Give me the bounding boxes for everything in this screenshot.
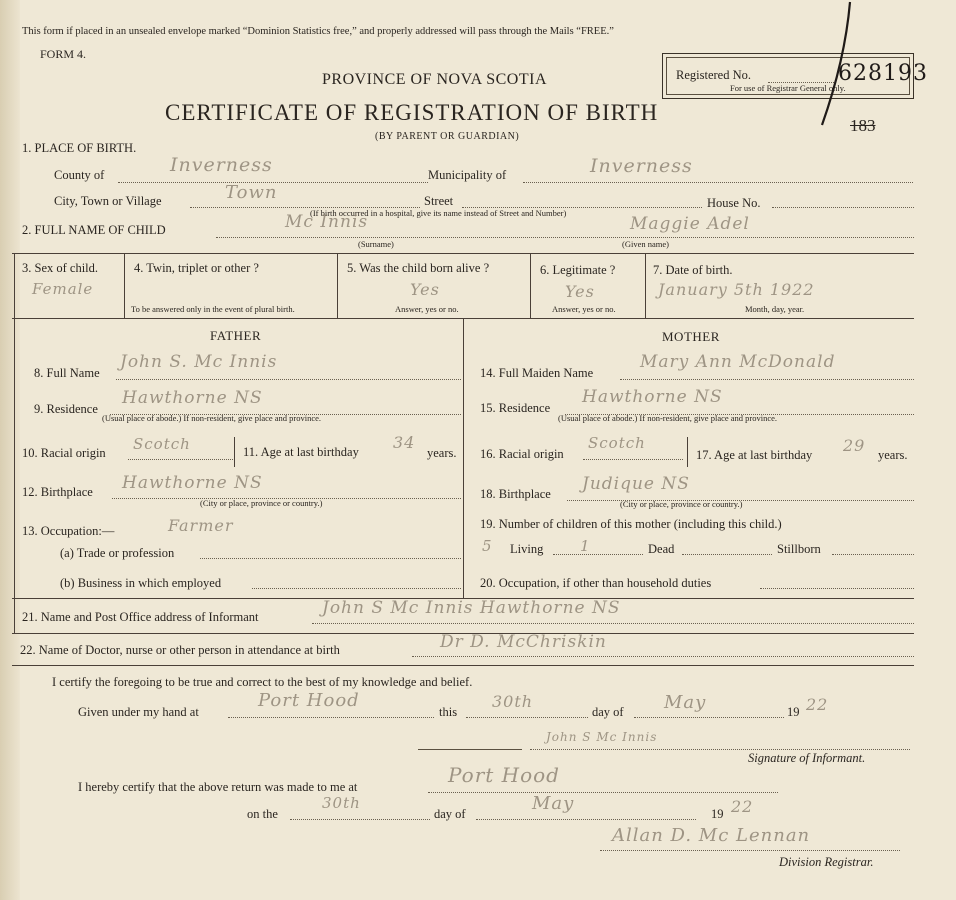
stillborn-label: Stillborn (777, 542, 821, 556)
given-place-value: Port Hood (258, 690, 360, 711)
informant-label: 21. Name and Post Office address of Informant (22, 610, 259, 624)
given-year-prefix: 19 (787, 705, 800, 719)
this-label: this (439, 705, 458, 719)
registrar-signature: Allan D. Mc Lennan (612, 825, 811, 846)
trade-label: (a) Trade or profession (60, 546, 175, 560)
informant-signature: John S Mc Innis (546, 730, 658, 744)
mother-residence-label: 15. Residence (480, 401, 551, 415)
alive-label: 5. Was the child born alive ? (347, 261, 490, 275)
registrar-caption: Division Registrar. (779, 855, 874, 869)
father-name-label: 8. Full Name (34, 366, 100, 380)
municipality-line (523, 182, 913, 183)
stillborn-line (832, 554, 914, 555)
mother-name-line (620, 379, 914, 380)
registrar-extra-number: 183 (850, 116, 876, 135)
county-value: Inverness (170, 154, 273, 176)
father-birthplace-label: 12. Birthplace (22, 485, 93, 499)
informant-line (312, 623, 914, 624)
given-day-line (466, 717, 588, 718)
municipality-label: Municipality of (428, 168, 507, 182)
return-year-prefix: 19 (711, 807, 724, 821)
mother-heading: MOTHER (662, 329, 720, 344)
doctor-label: 22. Name of Doctor, nurse or other person in attendance at birth (20, 643, 340, 657)
business-line (252, 588, 461, 589)
house-no-label: House No. (707, 196, 761, 210)
children-count-total: 5 (482, 537, 493, 555)
mother-occupation-label: 20. Occupation, if other than household duties (480, 576, 712, 590)
dead-label: Dead (648, 542, 675, 556)
child-given-name: Maggie Adel (630, 214, 750, 234)
mother-age-value: 29 (843, 436, 866, 455)
return-place-line (428, 792, 778, 793)
father-age-label: 11. Age at last birthday (243, 445, 359, 459)
father-name-value: John S. Mc Innis (120, 352, 278, 372)
registered-no-value: 628193 (838, 61, 928, 86)
mother-occupation-line (760, 588, 914, 589)
certify-statement: I certify the foregoing to be true and correct to the best of my knowledge and belief. (52, 675, 473, 689)
registrar-note: For use of Registrar General only. (730, 83, 846, 93)
children-count-label: 19. Number of children of this mother (including this child.) (480, 517, 782, 531)
row3-divider-2 (337, 253, 338, 318)
legitimate-value: Yes (565, 282, 595, 301)
mother-years: years. (878, 448, 908, 462)
living-label: Living (510, 542, 544, 556)
father-age-value: 34 (393, 433, 416, 452)
business-label: (b) Business in which employed (60, 576, 222, 590)
father-racial-line (128, 459, 233, 460)
page-title: CERTIFICATE OF REGISTRATION OF BIRTH (165, 100, 659, 125)
mother-birthplace-label: 18. Birthplace (480, 487, 551, 501)
registered-no-label: Registered No. (676, 68, 751, 82)
date-of-birth-note: Month, day, year. (745, 304, 805, 314)
date-of-birth-value: January 5th 1922 (658, 280, 815, 299)
father-birthplace-note: (City or place, province or country.) (200, 498, 323, 508)
mother-residence-note: (Usual place of abode.) If non-resident, give place and province. (558, 413, 778, 423)
given-name-caption: (Given name) (622, 239, 669, 249)
father-name-line (116, 379, 461, 380)
page-subtitle: (BY PARENT OR GUARDIAN) (375, 131, 520, 142)
county-label: County of (54, 168, 105, 182)
mother-racial-label: 16. Racial origin (480, 447, 564, 461)
house-no-line (772, 207, 914, 208)
return-year-value: 22 (731, 797, 754, 816)
ink-stroke (800, 0, 860, 130)
mail-notice: This form if placed in an unsealed envelope marked “Dominion Statistics free,” and properly addressed will pass through the Mails “FREE.” (22, 26, 614, 37)
mother-racial-value: Scotch (588, 434, 646, 452)
return-month-value: May (532, 793, 575, 814)
row3-divider-3 (530, 253, 531, 318)
day-of-label: day of (592, 705, 624, 719)
legitimate-label: 6. Legitimate ? (540, 263, 616, 277)
living-value: 1 (580, 537, 591, 555)
return-day-line (290, 819, 430, 820)
given-month-line (634, 717, 784, 718)
on-the-label: on the (247, 807, 278, 821)
row3-divider-1 (124, 253, 125, 318)
child-name-line (216, 237, 914, 238)
left-border (14, 253, 15, 633)
municipality-value: Inverness (590, 155, 693, 177)
doctor-line (412, 656, 914, 657)
father-heading: FATHER (210, 328, 262, 343)
given-day-value: 30th (492, 692, 534, 711)
informant-sign-rule (418, 749, 522, 750)
mother-name-label: 14. Full Maiden Name (480, 366, 594, 380)
father-occupation-value: Farmer (168, 516, 234, 535)
given-under-label: Given under my hand at (78, 705, 199, 719)
city-value: Town (225, 182, 278, 203)
informant-signature-line (530, 749, 910, 750)
alive-note: Answer, yes or no. (395, 304, 459, 314)
province-heading: PROVINCE OF NOVA SCOTIA (322, 71, 548, 88)
father-birthplace-value: Hawthorne NS (122, 473, 263, 493)
form-number: FORM 4. (40, 47, 87, 61)
return-label: I hereby certify that the above return was made to me at (78, 780, 358, 794)
alive-value: Yes (410, 280, 440, 299)
dead-line (682, 554, 772, 555)
row3-divider-4 (645, 253, 646, 318)
doctor-value: Dr D. McChriskin (440, 632, 607, 652)
living-line (553, 554, 643, 555)
father-occupation-label: 13. Occupation:— (22, 524, 115, 538)
given-year-value: 22 (806, 695, 829, 714)
father-residence-label: 9. Residence (34, 402, 98, 416)
father-residence-value: Hawthorne NS (122, 388, 263, 408)
mother-age-divider (687, 437, 688, 467)
twin-note: To be answered only in the event of plural birth. (131, 304, 295, 314)
legitimate-note: Answer, yes or no. (552, 304, 616, 314)
informant-caption: Signature of Informant. (748, 751, 866, 765)
informant-value: John S Mc Innis Hawthorne NS (322, 598, 621, 618)
trade-line (200, 558, 461, 559)
father-years: years. (427, 446, 457, 460)
father-residence-note: (Usual place of abode.) If non-resident, give place and province. (102, 413, 322, 423)
return-day-of-label: day of (434, 807, 466, 821)
given-month-value: May (664, 692, 707, 713)
return-place-value: Port Hood (448, 763, 560, 787)
city-label: City, Town or Village (54, 194, 162, 208)
father-racial-label: 10. Racial origin (22, 446, 106, 460)
sex-label: 3. Sex of child. (22, 261, 99, 275)
child-surname: Mc Innis (285, 212, 369, 232)
return-day-value: 30th (322, 794, 361, 812)
surname-caption: (Surname) (358, 239, 394, 249)
hospital-note: (If birth occurred in a hospital, give its name instead of Street and Number) (310, 208, 567, 218)
mother-birthplace-note: (City or place, province or country.) (620, 499, 743, 509)
parents-divider (463, 318, 464, 598)
twin-label: 4. Twin, triplet or other ? (134, 261, 259, 275)
row3-top-rule (12, 253, 914, 254)
row22-bottom-rule (12, 665, 914, 666)
place-of-birth-heading: 1. PLACE OF BIRTH. (22, 141, 137, 155)
father-racial-value: Scotch (133, 435, 191, 453)
mother-name-value: Mary Ann McDonald (640, 352, 836, 372)
given-place-line (228, 717, 434, 718)
paper-edge-stain (0, 0, 20, 900)
mother-age-label: 17. Age at last birthday (696, 448, 813, 462)
mother-birthplace-value: Judique NS (582, 474, 690, 494)
registrar-signature-line (600, 850, 900, 851)
street-label: Street (424, 194, 454, 208)
mother-residence-value: Hawthorne NS (582, 387, 723, 407)
return-month-line (476, 819, 696, 820)
child-name-label: 2. FULL NAME OF CHILD (22, 223, 166, 237)
date-of-birth-label: 7. Date of birth. (653, 263, 733, 277)
mother-racial-line (583, 459, 683, 460)
father-age-divider (234, 437, 235, 467)
sex-value: Female (32, 280, 94, 298)
